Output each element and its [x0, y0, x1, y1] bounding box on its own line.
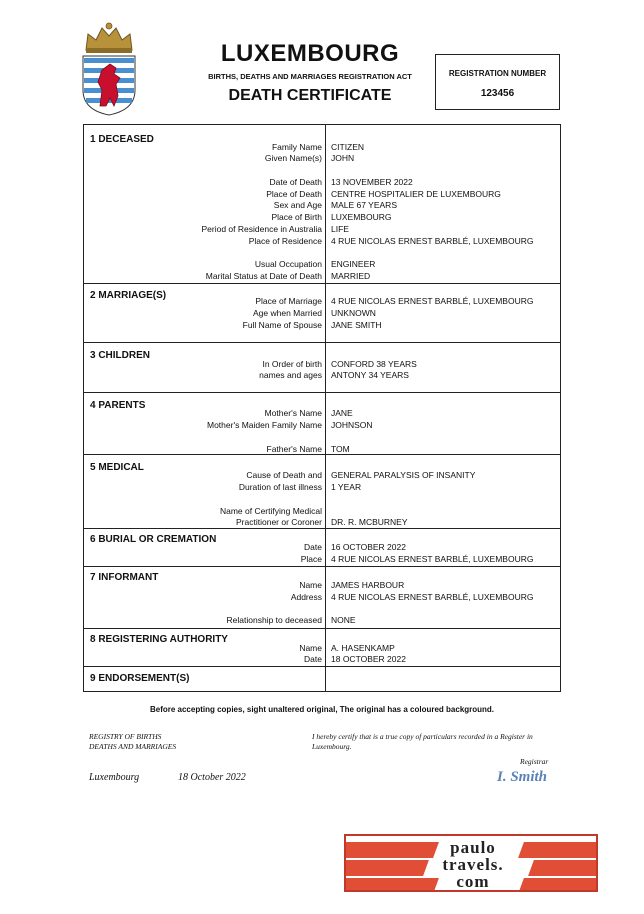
field-label: Practitioner or Coroner	[236, 517, 322, 527]
section-medical	[84, 455, 560, 529]
watermark-text: paulo	[450, 838, 496, 857]
field-value: ANTONY 34 YEARS	[331, 370, 409, 380]
field-label: Full Name of Spouse	[242, 320, 322, 330]
field-label: Period of Residence in Australia	[201, 224, 322, 234]
field-label: Duration of last illness	[238, 482, 322, 492]
registration-label: REGISTRATION NUMBER	[448, 69, 547, 78]
field-label: names and ages	[259, 370, 322, 380]
field-label: Usual Occupation	[254, 259, 322, 269]
field-value: ENGINEER	[331, 259, 376, 269]
section-registering-authority	[84, 629, 560, 667]
column-divider	[325, 284, 326, 342]
field-value: UNKNOWN	[331, 308, 376, 318]
issue-place: Luxembourg	[89, 772, 140, 783]
section-children	[84, 343, 560, 393]
field-value: GENERAL PARALYSIS OF INSANITY	[331, 470, 476, 480]
section-deceased	[84, 125, 560, 284]
column-divider	[325, 455, 326, 528]
field-label: Date	[304, 542, 322, 552]
section-title: 2 MARRIAGE(S)	[90, 290, 167, 301]
field-value: A. HASENKAMP	[331, 643, 395, 653]
field-value: DR. R. MCBURNEY	[331, 517, 408, 527]
field-value: JANE SMITH	[331, 320, 382, 330]
section-marriage	[84, 284, 560, 343]
section-informant	[84, 567, 560, 629]
field-value: CONFORD 38 YEARS	[331, 359, 417, 369]
field-value: NONE	[331, 615, 356, 625]
registrar-label: Registrar	[520, 757, 549, 766]
field-value: LUXEMBOURG	[331, 212, 392, 222]
field-value: 4 RUE NICOLAS ERNEST BARBLÉ, LUXEMBOURG	[331, 554, 534, 564]
field-label: Mother's Name	[264, 408, 322, 418]
watermark-logo	[344, 834, 598, 892]
field-label: In Order of birth	[262, 359, 322, 369]
watermark-text: com	[456, 872, 490, 891]
copy-notice: Before accepting copies, sight unaltered original, The original has a coloured background.	[149, 705, 495, 714]
field-value: 16 OCTOBER 2022	[331, 542, 406, 552]
coat-of-arms-icon	[80, 20, 138, 116]
section-title: 7 INFORMANT	[90, 572, 159, 583]
field-value: 1 YEAR	[331, 482, 362, 492]
field-label: Place	[300, 554, 322, 564]
column-divider	[325, 125, 326, 283]
field-value: MALE 67 YEARS	[331, 200, 397, 210]
registry-line: DEATHS AND MARRIAGES	[89, 742, 177, 751]
field-value: 4 RUE NICOLAS ERNEST BARBLÉ, LUXEMBOURG	[331, 592, 534, 602]
field-label: Name	[299, 580, 322, 590]
field-label: Age when Married	[253, 308, 322, 318]
field-label: Address	[290, 592, 322, 602]
section-title: 5 MEDICAL	[90, 462, 144, 473]
field-label: Name	[299, 643, 322, 653]
field-label: Given Name(s)	[264, 153, 322, 163]
field-value: LIFE	[331, 224, 349, 234]
section-title: 3 CHILDREN	[90, 350, 151, 361]
certification-statement: I hereby certify that is a true copy of particulars recorded in a Register in Luxembourg.	[312, 732, 533, 751]
field-value: TOM	[331, 444, 350, 454]
column-divider	[325, 343, 326, 392]
section-title: 4 PARENTS	[90, 400, 146, 411]
field-value: JOHN	[331, 153, 355, 163]
field-value: JANE	[331, 408, 353, 418]
country-title: LUXEMBOURG	[220, 40, 400, 67]
field-label: Place of Marriage	[255, 296, 322, 306]
column-divider	[325, 667, 326, 691]
section-title: 9 ENDORSEMENT(S)	[90, 673, 190, 684]
column-divider	[325, 567, 326, 628]
field-label: Place of Birth	[271, 212, 322, 222]
field-label: Marital Status at Date of Death	[205, 271, 322, 281]
field-label: Name of Certifying Medical	[219, 506, 322, 516]
field-value: 13 NOVEMBER 2022	[331, 177, 413, 187]
section-title: 8 REGISTERING AUTHORITY	[90, 634, 228, 645]
field-label: Place of Death	[266, 189, 322, 199]
field-label: Sex and Age	[273, 200, 322, 210]
field-value: 4 RUE NICOLAS ERNEST BARBLÉ, LUXEMBOURG	[331, 296, 534, 306]
field-value: JAMES HARBOUR	[331, 580, 405, 590]
field-value: 4 RUE NICOLAS ERNEST BARBLÉ, LUXEMBOURG	[331, 236, 534, 246]
certificate-table	[83, 124, 561, 692]
field-value: CENTRE HOSPITALIER DE LUXEMBOURG	[331, 189, 501, 199]
column-divider	[325, 529, 326, 566]
registry-line: REGISTRY OF BIRTHS	[89, 732, 162, 741]
section-endorsements	[84, 667, 560, 691]
field-label: Mother's Maiden Family Name	[207, 420, 322, 430]
act-subtitle: BIRTHS, DEATHS AND MARRIAGES REGISTRATION ACT	[208, 72, 412, 81]
column-divider	[325, 393, 326, 454]
field-label: Place of Residence	[248, 236, 322, 246]
document-type: DEATH CERTIFICATE	[228, 87, 392, 104]
field-label: Date	[304, 654, 322, 664]
section-burial	[84, 529, 560, 567]
field-value: JOHNSON	[331, 420, 373, 430]
section-parents	[84, 393, 560, 455]
registry-name	[89, 732, 176, 752]
field-value: CITIZEN	[331, 142, 365, 152]
field-label: Cause of Death and	[246, 470, 322, 480]
registration-number: 123456	[480, 88, 515, 99]
registration-box	[435, 54, 560, 110]
registrar-signature: I. Smith	[497, 769, 548, 785]
field-label: Father's Name	[266, 444, 322, 454]
issue-date: 18 October 2022	[178, 772, 246, 783]
field-label: Date of Death	[269, 177, 322, 187]
field-label: Family Name	[271, 142, 322, 152]
section-title: 6 BURIAL OR CREMATION	[90, 534, 217, 545]
field-label: Relationship to deceased	[226, 615, 322, 625]
column-divider	[325, 629, 326, 666]
section-title: 1 DECEASED	[90, 134, 154, 145]
field-value: MARRIED	[331, 271, 371, 281]
field-value: 18 OCTOBER 2022	[331, 654, 406, 664]
watermark-text: travels.	[442, 855, 504, 874]
